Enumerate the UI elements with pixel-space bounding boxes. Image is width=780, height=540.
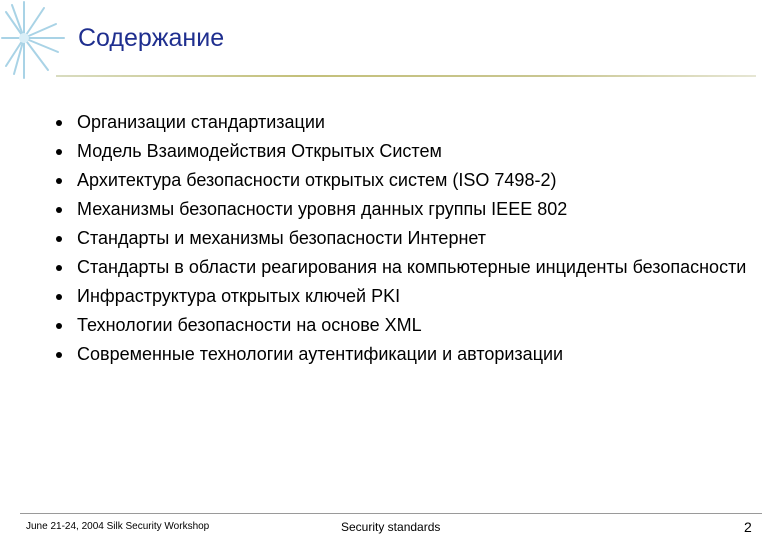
bullet-text: Модель Взаимодействия Открытых Систем [77, 141, 442, 161]
title-divider [56, 75, 756, 77]
slide-title: Содержание [78, 24, 225, 52]
bullet-text: Стандарты в области реагирования на компьютерные инциденты безопасности [77, 257, 747, 277]
bullet-icon [56, 265, 62, 271]
bullet-icon [56, 178, 62, 184]
list-item [56, 198, 756, 221]
list-item [56, 343, 756, 366]
bullet-icon [56, 294, 62, 300]
bullet-icon [56, 149, 62, 155]
bullet-text: Механизмы безопасности уровня данных группы IEEE 802 [77, 199, 568, 219]
list-item [56, 256, 756, 279]
bullet-icon [56, 236, 62, 242]
footer-event: June 21-24, 2004 Silk Security Workshop [26, 521, 210, 532]
bullet-text: Технологии безопасности на основе XML [77, 315, 422, 335]
bullet-text: Архитектура безопасности открытых систем (ISO 7498-2) [77, 170, 557, 190]
list-item [56, 227, 756, 250]
bullet-text: Организации стандартизации [77, 112, 325, 132]
page-number: 2 [744, 519, 752, 535]
bullet-icon [56, 323, 62, 329]
bullet-text: Современные технологии аутентификации и авторизации [77, 344, 564, 364]
bullet-text: Стандарты и механизмы безопасности Интернет [77, 228, 487, 248]
list-item [56, 140, 756, 163]
list-item [56, 169, 756, 192]
starburst-icon [0, 0, 70, 80]
bullet-icon [56, 352, 62, 358]
footer-topic: Security standards [341, 520, 441, 534]
list-item [56, 111, 756, 134]
bullet-icon [56, 207, 62, 213]
list-item [56, 285, 756, 308]
bullet-text: Инфраструктура открытых ключей PKI [77, 286, 401, 306]
list-item [56, 314, 756, 337]
bullet-icon [56, 120, 62, 126]
footer-divider [20, 513, 762, 514]
bullet-list [56, 111, 756, 372]
